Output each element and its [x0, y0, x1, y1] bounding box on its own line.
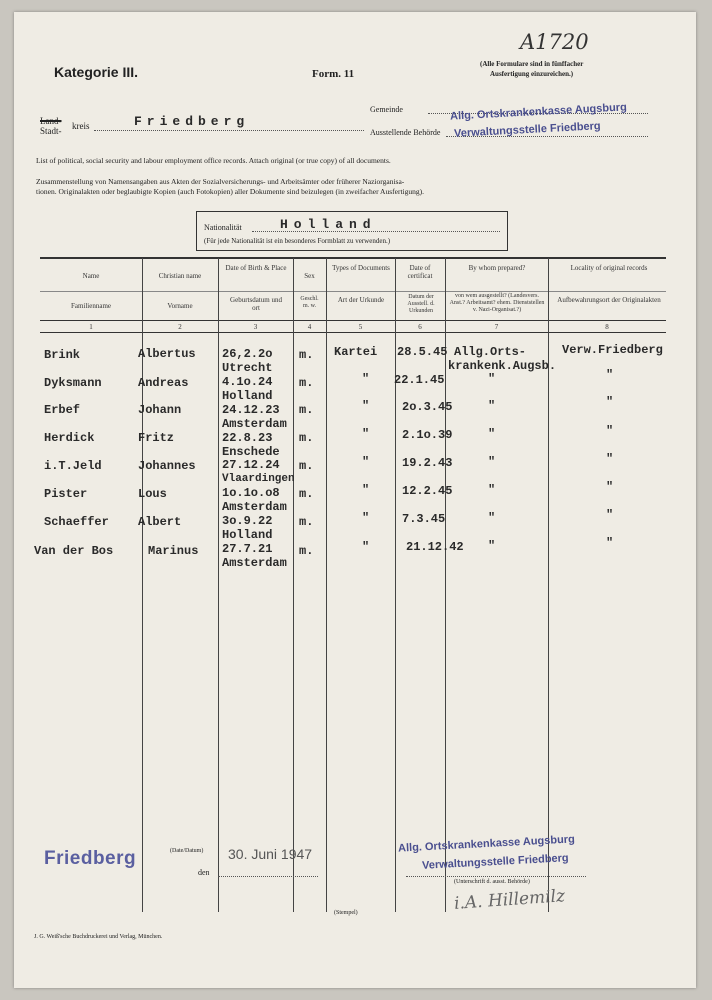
row-5-date: 19.2.43 [402, 456, 453, 470]
row-8-christian: Marinus [148, 544, 199, 558]
row-8-place: Amsterdam [222, 556, 287, 570]
header-en-2: Christian name [158, 272, 202, 280]
kreis-label: kreis [72, 121, 90, 131]
row-2-loc: " [606, 368, 614, 382]
row-7-loc: " [606, 508, 614, 522]
row-6-loc: " [606, 480, 614, 494]
row-2-name: Dyksmann [44, 376, 102, 390]
header-de-2: Vorname [167, 302, 193, 310]
col-number-6: 6 [418, 323, 422, 331]
header-de-7: von wem ausgestellt? (Landesvers. Anst.? Arbeitsamt? ehem. Dienststellen v. Nazi-Organisat.?) [449, 293, 545, 313]
den-label: den [198, 868, 210, 877]
row-2-by: " [488, 372, 496, 386]
row-1-date: 28.5.45 [397, 345, 448, 359]
row-6-place: Amsterdam [222, 500, 287, 514]
row-8-name: Van der Bos [34, 544, 114, 558]
header-en-4: Sex [304, 272, 315, 280]
col-number-5: 5 [358, 323, 363, 331]
row-3-loc: " [606, 395, 614, 409]
row-4-date: 2.1o.39 [402, 428, 453, 442]
row-8-loc: " [606, 536, 614, 550]
intro-english: List of political, social security and labour employment office records. Attach original (or true copy) of all documents. [36, 156, 391, 165]
header-en-3: Date of Birth & Place [225, 264, 287, 272]
row-3-date: 2o.3.45 [402, 400, 453, 414]
row-6-by: " [488, 483, 496, 497]
table-top-rule [40, 257, 666, 259]
row-4-birth: 22.8.23 [222, 431, 273, 445]
row-3-by: " [488, 399, 496, 413]
row-8-doc: " [362, 540, 370, 554]
row-4-sex: m. [299, 431, 314, 445]
intro-german-2: tionen. Originalakten oder beglaubigte Kopien (auch Fotokopien) aller Dokumente sind beizulegen (in zweifacher Ausfertigung). [36, 187, 425, 196]
row-1-place: Utrecht [222, 361, 273, 375]
copies-note-1: (Alle Formulare sind in fünffacher [480, 60, 584, 68]
row-1-loc: Verw.Friedberg [562, 343, 663, 357]
row-2-date: 22.1.45 [394, 373, 445, 387]
header-de-3: Geburtsdatum und ort [230, 296, 282, 312]
header-de-4: Geschl. m. w. [300, 296, 319, 309]
row-5-place: Vlaardingen [222, 473, 295, 485]
row-3-christian: Johann [138, 403, 182, 417]
header-de-1: Familienname [70, 302, 112, 310]
row-1-doc: Kartei [334, 345, 378, 359]
row-5-doc: " [362, 455, 370, 469]
row-7-date: 7.3.45 [402, 512, 446, 526]
row-5-christian: Johannes [138, 459, 196, 473]
row-5-name: i.T.Jeld [44, 459, 102, 473]
land-label-text: Land- [40, 116, 62, 126]
row-6-doc: " [362, 483, 370, 497]
header-de-6: Datum der Ausstell. d. Urkunden [407, 294, 435, 314]
table-header-mid-rule [40, 291, 666, 292]
col-number-1: 1 [89, 323, 93, 331]
table-header-bottom-rule [40, 320, 666, 321]
stadt-label: Stadt- [40, 126, 62, 136]
row-1-name: Brink [44, 348, 81, 362]
row-7-doc: " [362, 511, 370, 525]
table-number-rule [40, 332, 666, 333]
row-7-place: Holland [222, 528, 273, 542]
row-1-by-2: krankenk.Augsb. [448, 359, 557, 373]
row-3-place: Amsterdam [222, 417, 287, 431]
authority-label: Ausstellende Behörde [370, 128, 441, 137]
signature-stamp-line-2: Verwaltungsstelle Friedberg [421, 852, 569, 872]
col-number-2: 2 [178, 323, 182, 331]
row-4-name: Herdick [44, 431, 95, 445]
signature-stamp-line-1: Allg. Ortskrankenkasse Augsburg [397, 833, 576, 855]
city-stamp: Friedberg [44, 848, 137, 869]
date-stamp: 30. Juni 1947 [228, 846, 313, 862]
archive-number: A1720 [520, 30, 589, 54]
row-3-sex: m. [299, 403, 314, 417]
col-divider-7 [548, 258, 549, 912]
col-divider-4 [326, 258, 327, 912]
row-1-by: Allg.Orts- [454, 345, 527, 359]
row-8-by: " [488, 539, 496, 553]
row-4-by: " [488, 427, 496, 441]
header-en-6: Date of certificat [407, 264, 433, 280]
row-2-place: Holland [222, 389, 273, 403]
col-number-4: 4 [307, 323, 312, 331]
row-8-birth: 27.7.21 [222, 542, 273, 556]
row-8-date: 21.12.42 [406, 540, 464, 554]
authority-stamp-line-2: Verwaltungsstelle Friedberg [453, 120, 601, 140]
row-4-place: Enschede [222, 445, 280, 459]
header-de-8: Aufbewahrungsort der Originalakten [557, 296, 661, 304]
row-1-birth: 26,2.2o [222, 347, 273, 361]
row-3-doc: " [362, 399, 370, 413]
stempel-label: (Stempel) [334, 910, 358, 916]
row-3-birth: 24.12.23 [222, 403, 280, 417]
intro-german-1: Zusammenstellung von Namensangaben aus Akten der Sozialversicherungs- und Arbeitsämter oder früherer Naziorganisa- [36, 177, 405, 186]
col-divider-2 [218, 258, 219, 912]
date-label: (Date/Datum) [170, 848, 204, 854]
category-title: Kategorie III. [54, 64, 139, 80]
signature-label: (Unterschrift d. ausst. Behörde) [454, 879, 530, 885]
row-2-christian: Andreas [138, 376, 189, 390]
form-number: Form. 11 [312, 68, 355, 80]
nationality-label: Nationalität [204, 223, 242, 232]
col-number-3: 3 [253, 323, 258, 331]
row-2-sex: m. [299, 376, 314, 390]
row-2-birth: 4.1o.24 [222, 375, 273, 389]
row-6-name: Pister [44, 487, 88, 501]
row-1-christian: Albertus [138, 347, 196, 361]
col-divider-5 [395, 258, 396, 912]
row-2-doc: " [362, 372, 370, 386]
row-5-loc: " [606, 452, 614, 466]
header-en-7: By whom prepared? [468, 264, 526, 272]
copies-note-2: Ausfertigung einzureichen.) [490, 70, 574, 78]
row-1-sex: m. [299, 348, 314, 362]
row-7-name: Schaeffer [44, 515, 109, 529]
row-6-birth: 1o.1o.o8 [222, 486, 280, 500]
row-6-sex: m. [299, 487, 314, 501]
row-3-name: Erbef [44, 403, 81, 417]
printer-imprint: J. G. Weiß'sche Buchdruckerei und Verlag, München. [34, 934, 163, 940]
nationality-value: Holland [280, 217, 377, 232]
header-en-5: Types of Documents [332, 264, 390, 272]
land-label [40, 116, 62, 126]
date-line [218, 876, 318, 877]
row-6-christian: Lous [138, 487, 167, 501]
col-number-8: 8 [605, 323, 609, 331]
row-8-sex: m. [299, 544, 314, 558]
kreis-value: Friedberg [134, 114, 250, 129]
col-number-7: 7 [494, 323, 499, 331]
nationality-note: (Für jede Nationalität ist ein besonderes Formblatt zu verwenden.) [204, 237, 391, 245]
header-de-5: Art der Urkunde [337, 296, 385, 304]
row-5-sex: m. [299, 459, 314, 473]
row-4-christian: Fritz [138, 431, 175, 445]
document-page [14, 12, 696, 988]
row-7-birth: 3o.9.22 [222, 514, 273, 528]
gemeinde-label: Gemeinde [370, 105, 403, 114]
signature-line [406, 876, 586, 877]
row-7-christian: Albert [138, 515, 182, 529]
row-5-by: " [488, 455, 496, 469]
kreis-line [94, 130, 364, 131]
authority-stamp-line-1: Allg. Ortskrankenkasse Augsburg [449, 101, 628, 123]
col-divider-3 [293, 258, 294, 912]
row-7-by: " [488, 511, 496, 525]
row-7-sex: m. [299, 515, 314, 529]
header-en-8: Locality of original records [570, 264, 648, 272]
row-4-loc: " [606, 424, 614, 438]
header-en-1: Name [82, 272, 100, 280]
handwritten-signature: i.A. Hillemilz [453, 886, 566, 914]
row-4-doc: " [362, 427, 370, 441]
row-6-date: 12.2.45 [402, 484, 453, 498]
row-5-birth: 27.12.24 [222, 458, 280, 472]
